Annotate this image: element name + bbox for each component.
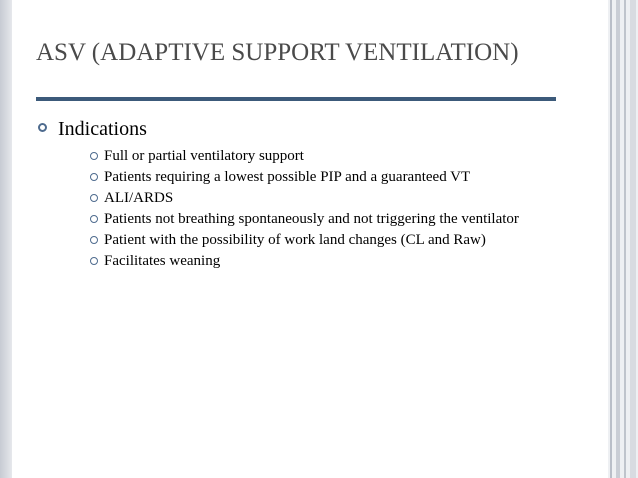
bullet-text: Indications bbox=[58, 118, 147, 140]
ring-bullet-icon bbox=[90, 173, 98, 181]
ring-bullet-icon bbox=[90, 152, 98, 160]
ring-bullet-icon bbox=[90, 236, 98, 244]
slide-title: ASV (ADAPTIVE SUPPORT VENTILATION) bbox=[36, 39, 519, 66]
ring-bullet-icon bbox=[90, 257, 98, 265]
ring-bullet-icon bbox=[38, 123, 47, 132]
sub-bullet bbox=[90, 210, 544, 229]
ring-bullet-icon bbox=[90, 194, 98, 202]
sub-bullet bbox=[90, 168, 544, 187]
left-decorative-bar bbox=[0, 0, 12, 478]
sub-bullet-text: ALI/ARDS bbox=[104, 190, 174, 206]
sub-bullet-text: Patients not breathing spontaneously and not triggering the ventilator bbox=[104, 211, 519, 227]
sub-bullet-text: Facilitates weaning bbox=[104, 253, 221, 269]
ring-bullet-icon bbox=[90, 215, 98, 223]
bullet-indications bbox=[36, 115, 576, 271]
sub-bullet bbox=[90, 189, 544, 208]
title-underline bbox=[36, 97, 556, 101]
sub-bullet-text: Patients requiring a lowest possible PIP and a guaranteed VT bbox=[104, 169, 471, 185]
sub-bullet bbox=[90, 252, 544, 271]
right-decorative-bars bbox=[608, 0, 638, 478]
sub-bullet-text: Full or partial ventilatory support bbox=[104, 148, 304, 164]
sub-bullet-text: Patient with the possibility of work land changes (CL and Raw) bbox=[104, 232, 486, 248]
bullet-list bbox=[36, 115, 576, 273]
sub-bullet bbox=[90, 147, 544, 166]
sub-bullet bbox=[90, 231, 544, 250]
sub-bullet-list bbox=[58, 147, 576, 271]
